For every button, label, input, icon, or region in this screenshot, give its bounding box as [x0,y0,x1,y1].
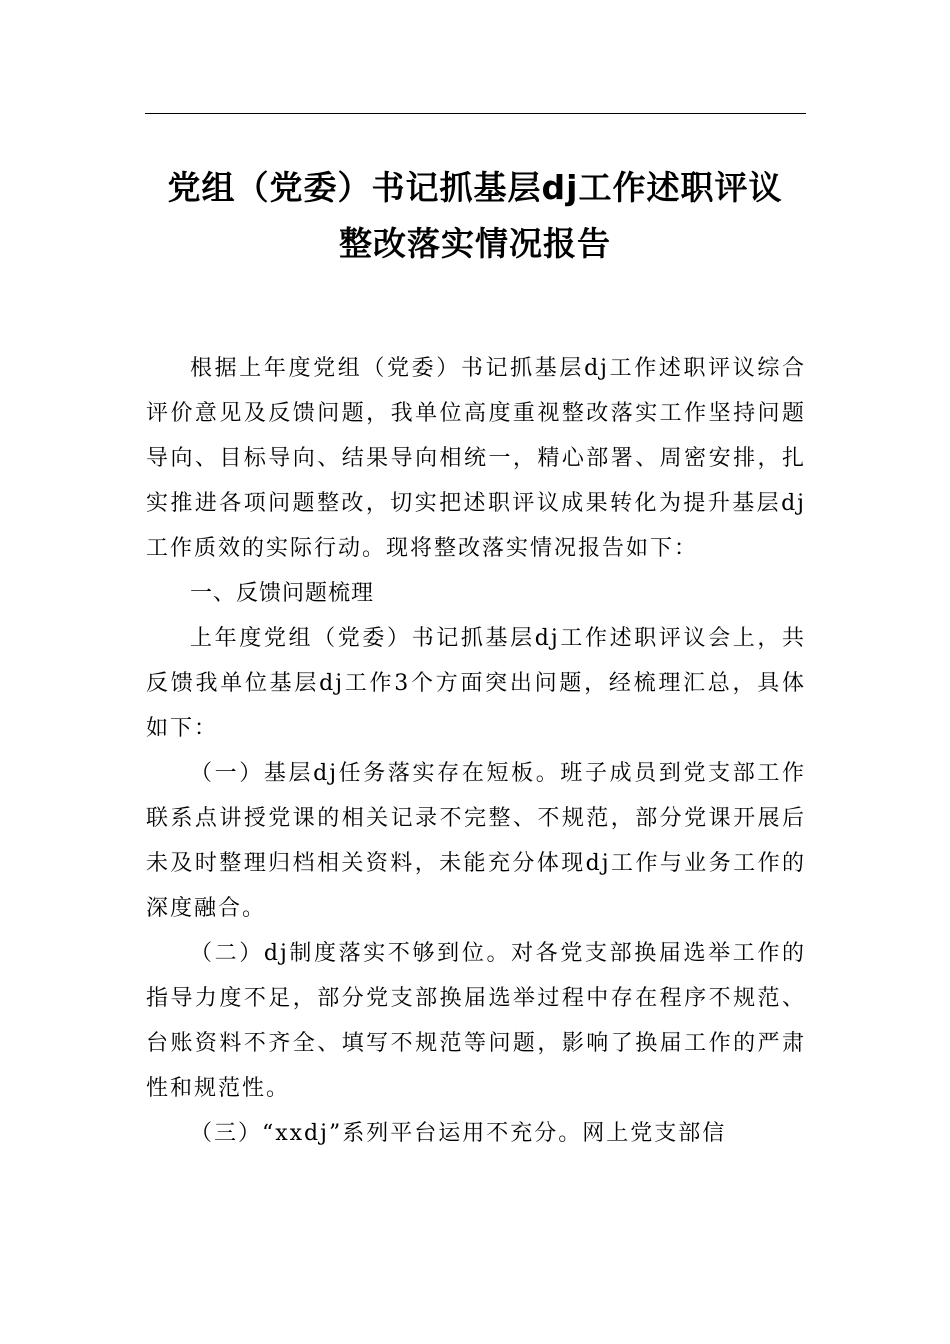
problem-item-1 [146,751,806,931]
problem-item-1-body: 班子成员到党支部工作联系点讲授党课的相关记录不完整、不规范，部分党课开展后未及时整理归档相关资料，未能充分体现dj工作与业务工作的深度融合。 [146,761,806,921]
title-line-1: 党组（党委）书记抓基层dj工作述职评议 [167,168,783,207]
problem-item-2-heading: （二）dj制度落实不够到位。 [190,941,512,966]
problem-item-2 [146,931,806,1111]
problem-item-3-body: 网上党支部信 [582,1121,727,1146]
problem-item-2-body: 对各党支部换届选举工作的指导力度不足，部分党支部换届选举过程中存在程序不规范、台账资料不齐全、填写不规范等问题，影响了换届工作的严肃性和规范性。 [146,941,806,1101]
intro-paragraph: 根据上年度党组（党委）书记抓基层dj工作述职评议综合评价意见及反馈问题，我单位高度重视整改落实工作坚持问题导向、目标导向、结果导向相统一，精心部署、周密安排，扎实推进各项问题整改，切实把述职评议成果转化为提升基层dj工作质效的实际行动。现将整改落实情况报告如下： [146,356,806,561]
section-1-intro: 上年度党组（党委）书记抓基层dj工作述职评议会上，共反馈我单位基层dj工作3个方面突出问题，经梳理汇总，具体如下： [146,626,806,741]
problem-item-3 [146,1111,806,1156]
title-line-2: 整改落实情况报告 [339,224,611,263]
problem-item-1-heading: （一）基层dj任务落实存在短板。 [190,761,561,786]
document-title [130,160,820,272]
header-rule [145,113,806,114]
problem-item-3-heading: （三）“xxdj”系列平台运用不充分。 [190,1121,583,1146]
section-heading-1: 一、反馈问题梳理 [190,581,375,606]
document-body [146,346,806,1156]
